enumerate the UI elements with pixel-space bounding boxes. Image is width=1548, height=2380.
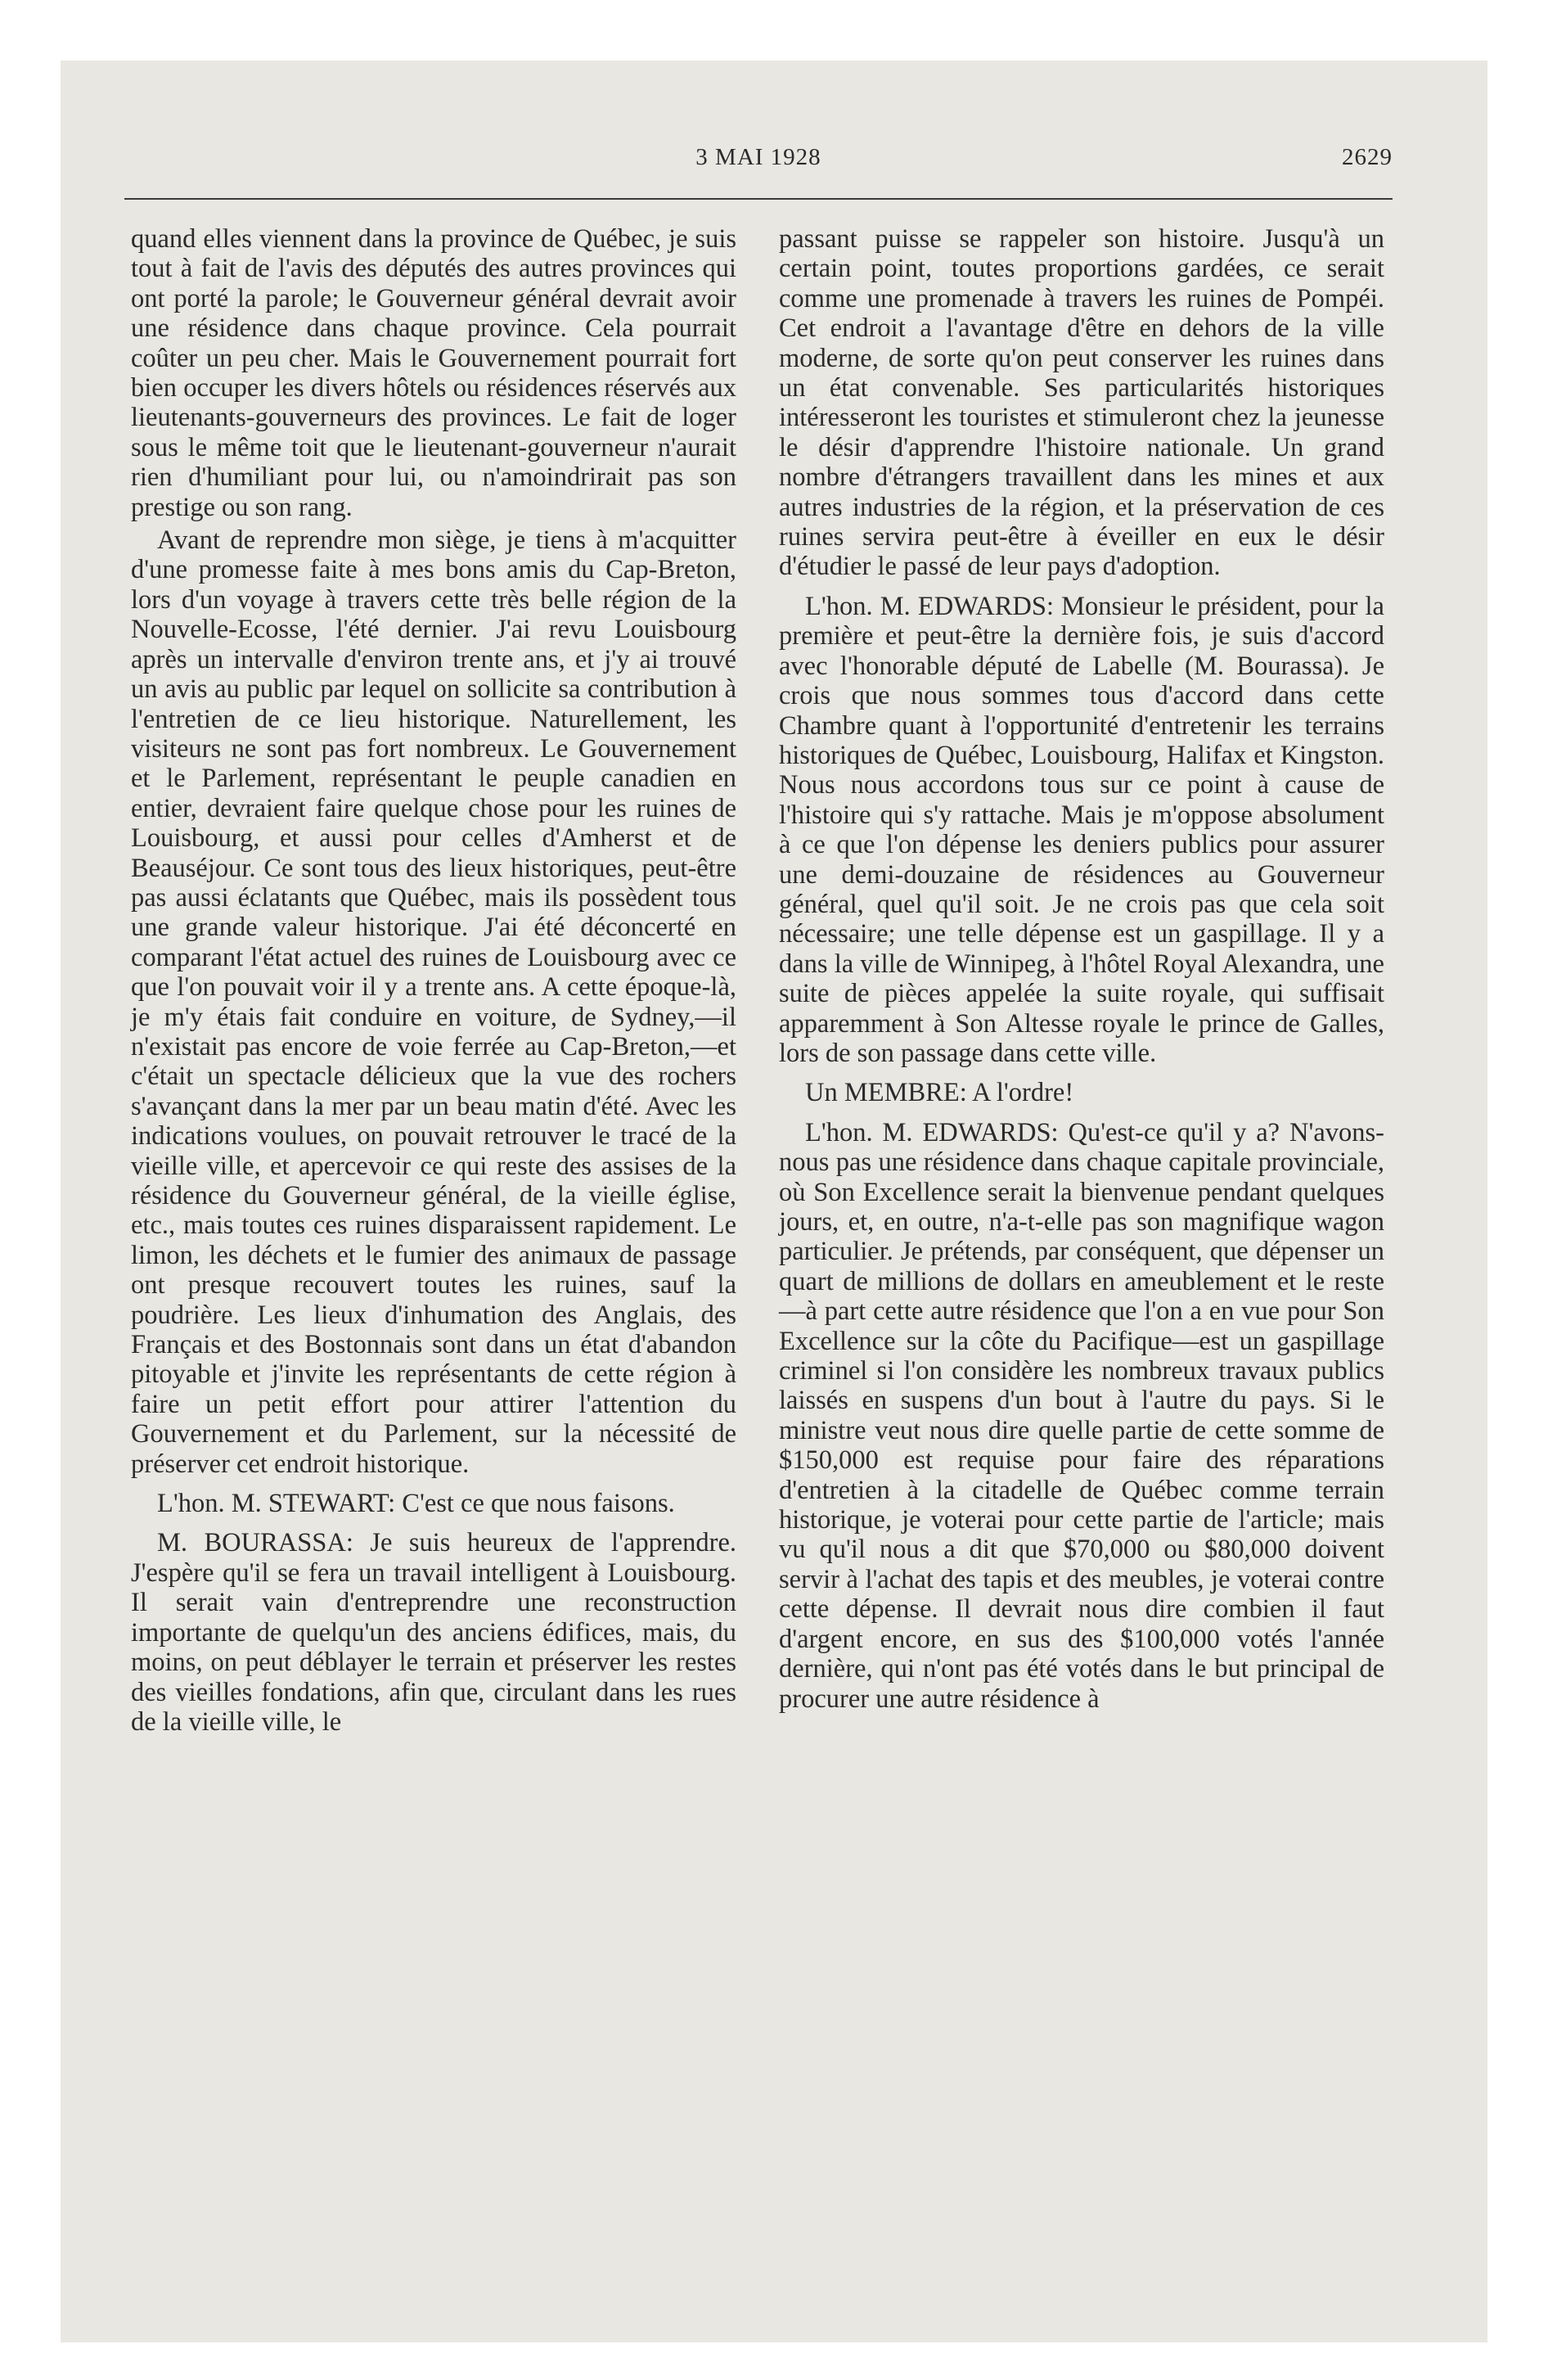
page-header [124, 144, 1393, 177]
hansard-page [124, 136, 1393, 2231]
speech-bourassa: M. BOURASSA: Je suis heureux de l'apprendre. J'espère qu'il se fera un travail intelligent à Louisbourg. Il serait vain d'entreprendre une reconstruction importante de quelqu'un des anciens édifices, mais, du moins, on peut déblayer le terrain et préserver les restes des vieilles fondations, afin que, circulant dans les rues de la vieille ville, le [131, 1528, 736, 1737]
speech-membre: Un MEMBRE: A l'ordre! [805, 1078, 1074, 1108]
page-number: 2629 [1342, 144, 1393, 170]
left-column [131, 224, 736, 1740]
header-rule [124, 198, 1393, 200]
speech-edwards-2: L'hon. M. EDWARDS: Qu'est-ce qu'il y a? N'avons-nous pas une résidence dans chaque capitale provinciale, où Son Excellence serait la bienvenue pendant quelques jours, et, en outre, n'a-t-elle pas son magnifique wagon particulier. Je prétends, par conséquent, que dépenser un quart de millions de dollars en ameublement et le reste—à part cette autre résidence que l'on a en vue pour Son Excellence sur la côte du Pacifique—est un gaspillage criminel si l'on considère les nombreux travaux publics laissés en suspens d'un bout à l'autre du pays. Si le ministre veut nous dire quelle partie de cette somme de $150,000 est requise pour faire des réparations d'entretien à la citadelle de Québec comme terrain historique, je voterai pour cette partie de l'article; mais vu qu'il nous a dit que $70,000 ou $80,000 doivent servir à l'achat des tapis et des meubles, je voterai contre cette dépense. Il devrait nous dire combien il faut d'argent encore, en sus des $100,000 votés l'année dernière, qui n'ont pas été votés dans le but principal de procurer une autre résidence à [779, 1117, 1384, 1714]
page-date: 3 MAI 1928 [695, 144, 821, 170]
speech-stewart: L'hon. M. STEWART: C'est ce que nous faisons. [157, 1489, 675, 1519]
right-column [779, 224, 1384, 1717]
speech-edwards: L'hon. M. EDWARDS: Monsieur le président, pour la première et peut-être la dernière fois, je suis d'accord avec l'honorable député de Labelle (M. Bourassa). Je crois que nous sommes tous d'accord dans cette Chambre quant à l'opportunité d'entretenir les terrains historiques de Québec, Louisbourg, Halifax et Kingston. Nous nous accordons tous sur ce point à cause de l'histoire qui s'y rattache. Mais je m'oppose absolument à ce que l'on dépense les deniers publics pour assurer une demi-douzaine de résidences au Gouverneur général, quel qu'il soit. Je ne crois pas que cela soit nécessaire; une telle dépense est un gaspillage. Il y a dans la ville de Winnipeg, à l'hôtel Royal Alexandra, une suite de pièces appelée la suite royale, qui suffisait apparemment à Son Altesse royale le prince de Galles, lors de son passage dans cette ville. [779, 591, 1384, 1068]
paragraph: quand elles viennent dans la province de Québec, je suis tout à fait de l'avis des députés des autres provinces qui ont porté la parole; le Gouverneur général devrait avoir une résidence dans chaque province. Cela pourrait coûter un peu cher. Mais le Gouvernement pourrait fort bien occuper les divers hôtels ou résidences réservés aux lieutenants-gouverneurs des provinces. Le fait de loger sous le même toit que le lieutenant-gouverneur n'aurait rien d'humiliant pour lui, ou n'amoindrirait pas son prestige ou son rang. [131, 224, 736, 522]
paragraph: passant puisse se rappeler son histoire. Jusqu'à un certain point, toutes proportions gardées, ce serait comme une promenade à travers les ruines de Pompéi. Cet endroit a l'avantage d'être en dehors de la ville moderne, de sorte qu'on peut conserver les ruines dans un état convenable. Ses particularités historiques intéresseront les touristes et stimuleront chez la jeunesse le désir d'apprendre l'histoire nationale. Un grand nombre d'étrangers travaillent dans les mines et aux autres industries de la région, et la préservation de ces ruines servira peut-être à éveiller en eux le désir d'étudier le passé de leur pays d'adoption. [779, 224, 1384, 582]
paragraph: Avant de reprendre mon siège, je tiens à m'acquitter d'une promesse faite à mes bons amis du Cap-Breton, lors d'un voyage à travers cette très belle région de la Nouvelle-Ecosse, l'été dernier. J'ai revu Louisbourg après un intervalle d'environ trente ans, et j'y ai trouvé un avis au public par lequel on sollicite sa contribution à l'entretien de ce lieu historique. Naturellement, les visiteurs ne sont pas fort nombreux. Le Gouvernement et le Parlement, représentant le peuple canadien en entier, devraient faire quelque chose pour les ruines de Louisbourg, et aussi pour celles d'Amherst et de Beauséjour. Ce sont tous des lieux historiques, peut-être pas aussi éclatants que Québec, mais ils possèdent tous une grande valeur historique. J'ai été déconcerté en comparant l'état actuel des ruines de Louisbourg avec ce que l'on pouvait voir il y a trente ans. A cette époque-là, je m'y étais fait conduire en voiture, de Sydney,—il n'existait pas encore de voie ferrée au Cap-Breton,—et c'était un spectacle délicieux que la vue des rochers s'avançant dans la mer par un beau matin d'été. Avec les indications voulues, on pouvait retrouver le tracé de la vieille ville, et apercevoir ce qui reste des assises de la résidence du Gouverneur général, de la vieille église, etc., mais toutes ces ruines disparaissent rapidement. Le limon, les déchets et le fumier des animaux de passage ont presque recouvert toutes les ruines, sauf la poudrière. Les lieux d'inhumation des Anglais, des Français et des Bostonnais sont dans un état d'abandon pitoyable et j'invite les représentants de cette région à faire un petit effort pour attirer l'attention du Gouvernement et du Parlement, sur la nécessité de préserver cet endroit historique. [131, 525, 736, 1479]
